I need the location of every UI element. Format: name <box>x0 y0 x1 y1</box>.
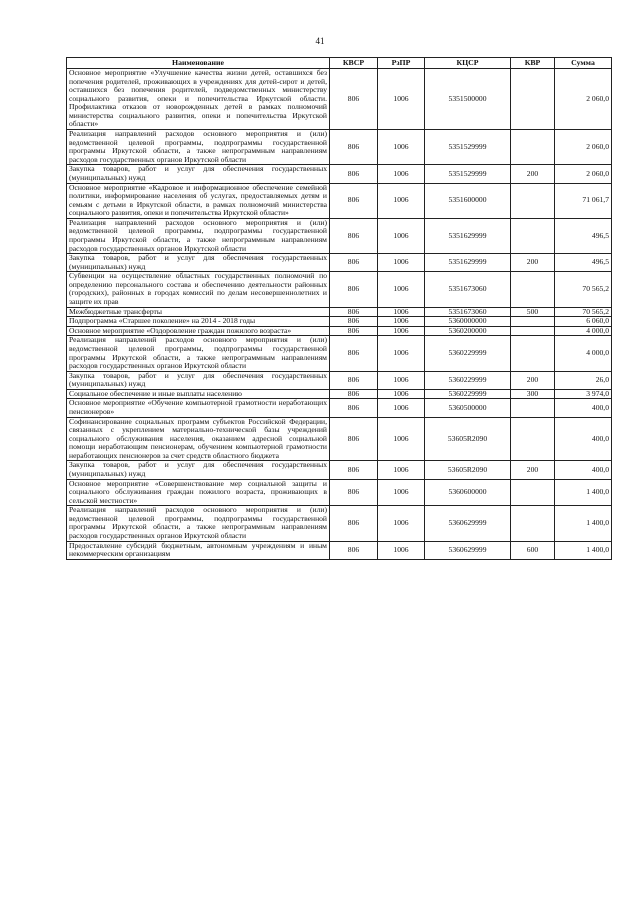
row-rzpr: 1006 <box>378 417 425 461</box>
row-kvr <box>511 317 555 327</box>
row-kvsr: 806 <box>330 254 378 272</box>
table-row <box>67 399 612 417</box>
row-kvr <box>511 417 555 461</box>
row-kvsr: 806 <box>330 69 378 130</box>
row-kvr <box>511 218 555 253</box>
row-kcsr: 53605R2090 <box>425 417 511 461</box>
table-row <box>67 461 612 479</box>
table-row <box>67 336 612 371</box>
row-kvsr: 806 <box>330 326 378 336</box>
row-sum: 4 000,0 <box>555 326 612 336</box>
row-kvr: 200 <box>511 165 555 183</box>
row-sum: 71 061,7 <box>555 183 612 218</box>
row-rzpr: 1006 <box>378 479 425 506</box>
row-sum: 1 400,0 <box>555 506 612 541</box>
row-kcsr: 5351529999 <box>425 165 511 183</box>
row-kvr <box>511 130 555 165</box>
row-name: Межбюджетные трансферты <box>67 307 330 317</box>
row-sum: 496,5 <box>555 254 612 272</box>
row-name: Социальное обеспечение и иные выплаты населению <box>67 389 330 399</box>
row-kvsr: 806 <box>330 461 378 479</box>
row-rzpr: 1006 <box>378 506 425 541</box>
table-row <box>67 130 612 165</box>
row-sum: 1 400,0 <box>555 479 612 506</box>
column-header-name: Наименование <box>67 58 330 69</box>
row-kvr <box>511 506 555 541</box>
row-sum: 2 060,0 <box>555 165 612 183</box>
row-kvsr: 806 <box>330 272 378 307</box>
row-sum: 3 974,0 <box>555 389 612 399</box>
row-rzpr: 1006 <box>378 371 425 389</box>
row-kcsr: 5351600000 <box>425 183 511 218</box>
table-row <box>67 479 612 506</box>
row-rzpr: 1006 <box>378 317 425 327</box>
row-rzpr: 1006 <box>378 272 425 307</box>
row-name: Реализация направлений расходов основного мероприятия и (или) ведомственной целевой программы, подпрограммы государственной программы Иркутской области, а также непрограммным направлениям расходов государственных органов Иркутской области <box>67 218 330 253</box>
table-row <box>67 165 612 183</box>
row-rzpr: 1006 <box>378 254 425 272</box>
row-sum: 1 400,0 <box>555 541 612 559</box>
row-sum: 2 060,0 <box>555 130 612 165</box>
row-name: Закупка товаров, работ и услуг для обеспечения государственных (муниципальных) нужд <box>67 165 330 183</box>
row-rzpr: 1006 <box>378 326 425 336</box>
row-kvr <box>511 326 555 336</box>
row-kvsr: 806 <box>330 218 378 253</box>
table-row <box>67 417 612 461</box>
row-kvr <box>511 69 555 130</box>
row-sum: 400,0 <box>555 461 612 479</box>
row-kvr <box>511 479 555 506</box>
row-kvsr: 806 <box>330 389 378 399</box>
row-sum: 6 060,0 <box>555 317 612 327</box>
row-name: Реализация направлений расходов основного мероприятия и (или) ведомственной целевой программы, подпрограммы государственной программы Иркутской области, а также непрограммным направлениям расходов государственных органов Иркутской области <box>67 336 330 371</box>
row-kcsr: 5351529999 <box>425 130 511 165</box>
row-name: Основное мероприятие «Кадровое и информационное обеспечение семейной политики, информирование населения об услугах, предоставляемых детям и семьям с детьми в Иркутской области, в рамках полномочий министерства социального развития, опеки и попечительства Иркутской области» <box>67 183 330 218</box>
row-sum: 400,0 <box>555 399 612 417</box>
row-name: Реализация направлений расходов основного мероприятия и (или) ведомственной целевой программы, подпрограммы государственной программы Иркутской области, а также непрограммным направлениям расходов государственных органов Иркутской области <box>67 506 330 541</box>
table-row <box>67 272 612 307</box>
column-header-kvr: КВР <box>511 58 555 69</box>
row-kvr: 200 <box>511 461 555 479</box>
row-name: Основное мероприятие «Обучение компьютерной грамотности неработающих пенсионеров» <box>67 399 330 417</box>
row-kvr <box>511 399 555 417</box>
row-kcsr: 5360229999 <box>425 371 511 389</box>
row-name: Основное мероприятие «Совершенствование мер социальной защиты и социального обслуживания граждан пожилого возраста, проживающих в сельской местности» <box>67 479 330 506</box>
row-sum: 2 060,0 <box>555 69 612 130</box>
row-kvr <box>511 272 555 307</box>
row-kcsr: 5360229999 <box>425 389 511 399</box>
row-name: Закупка товаров, работ и услуг для обеспечения государственных (муниципальных) нужд <box>67 371 330 389</box>
row-kvr: 300 <box>511 389 555 399</box>
row-rzpr: 1006 <box>378 218 425 253</box>
row-kcsr: 5360600000 <box>425 479 511 506</box>
row-sum: 70 565,2 <box>555 272 612 307</box>
row-rzpr: 1006 <box>378 389 425 399</box>
row-kcsr: 5360629999 <box>425 541 511 559</box>
page-number: 41 <box>315 36 325 46</box>
row-rzpr: 1006 <box>378 461 425 479</box>
row-kvr: 200 <box>511 254 555 272</box>
row-name: Основное мероприятие «Оздоровление граждан пожилого возраста» <box>67 326 330 336</box>
row-kcsr: 5360629999 <box>425 506 511 541</box>
row-kvsr: 806 <box>330 317 378 327</box>
table-header-row <box>67 58 612 69</box>
table-row <box>67 183 612 218</box>
row-kcsr: 5351500000 <box>425 69 511 130</box>
row-name: Основное мероприятие «Улучшение качества жизни детей, оставшихся без попечения родителей, проживающих в учреждениях для детей-сирот и детей, оставшихся без попечения родителей, подведомственных министерству социального развития, опеки и попечительства Иркутской области. Профилактика отказов от новорожденных детей в рамках полномочий министерства социального развития, опеки и попечительства Иркутской области» <box>67 69 330 130</box>
row-rzpr: 1006 <box>378 183 425 218</box>
row-rzpr: 1006 <box>378 69 425 130</box>
column-header-sum: Сумма <box>555 58 612 69</box>
row-kcsr: 5351673060 <box>425 272 511 307</box>
row-kvr: 500 <box>511 307 555 317</box>
row-rzpr: 1006 <box>378 130 425 165</box>
row-sum: 70 565,2 <box>555 307 612 317</box>
row-kvsr: 806 <box>330 417 378 461</box>
row-kvsr: 806 <box>330 307 378 317</box>
row-sum: 26,0 <box>555 371 612 389</box>
row-kcsr: 5351629999 <box>425 218 511 253</box>
table-row <box>67 371 612 389</box>
column-header-rzpr: РзПР <box>378 58 425 69</box>
table-row <box>67 69 612 130</box>
row-name: Софинансирование социальных программ субъектов Российской Федерации, связанных с укреплением материально-технической базы учреждений социального обслуживания населения, оказанием адресной социальной помощи неработающим пенсионерам, обучением компьютерной грамотности неработающих пенсионеров за счет средств областного бюджета <box>67 417 330 461</box>
row-kvr <box>511 336 555 371</box>
row-kvsr: 806 <box>330 165 378 183</box>
row-kcsr: 5351673060 <box>425 307 511 317</box>
row-kcsr: 5360500000 <box>425 399 511 417</box>
row-sum: 496,5 <box>555 218 612 253</box>
row-kvsr: 806 <box>330 130 378 165</box>
row-name: Субвенции на осуществление областных государственных полномочий по определению персонального состава и обеспечению деятельности районных (городских), районных в городах комиссий по делам несовершеннолетних и защите их прав <box>67 272 330 307</box>
row-kcsr: 5360000000 <box>425 317 511 327</box>
row-kvsr: 806 <box>330 336 378 371</box>
row-kcsr: 5351629999 <box>425 254 511 272</box>
row-name: Закупка товаров, работ и услуг для обеспечения государственных (муниципальных) нужд <box>67 461 330 479</box>
row-kvr: 600 <box>511 541 555 559</box>
row-kcsr: 5360229999 <box>425 336 511 371</box>
row-rzpr: 1006 <box>378 541 425 559</box>
table-row <box>67 506 612 541</box>
row-sum: 4 000,0 <box>555 336 612 371</box>
row-rzpr: 1006 <box>378 336 425 371</box>
row-kvr: 200 <box>511 371 555 389</box>
column-header-kcsr: КЦСР <box>425 58 511 69</box>
column-header-kvsr: КВСР <box>330 58 378 69</box>
table-row <box>67 317 612 327</box>
table-row <box>67 541 612 559</box>
budget-table <box>66 57 612 560</box>
table-row <box>67 218 612 253</box>
row-kcsr: 53605R2090 <box>425 461 511 479</box>
row-kvsr: 806 <box>330 479 378 506</box>
row-rzpr: 1006 <box>378 307 425 317</box>
row-rzpr: 1006 <box>378 165 425 183</box>
row-name: Реализация направлений расходов основного мероприятия и (или) ведомственной целевой программы, подпрограммы государственной программы Иркутской области, а также непрограммным направлениям расходов государственных органов Иркутской области <box>67 130 330 165</box>
row-kvsr: 806 <box>330 399 378 417</box>
row-rzpr: 1006 <box>378 399 425 417</box>
row-kvsr: 806 <box>330 183 378 218</box>
row-name: Подпрограмма «Старшее поколение» на 2014 - 2018 годы <box>67 317 330 327</box>
row-kvr <box>511 183 555 218</box>
row-kcsr: 5360200000 <box>425 326 511 336</box>
table-row <box>67 254 612 272</box>
row-kvsr: 806 <box>330 371 378 389</box>
row-name: Предоставление субсидий бюджетным, автономным учреждениям и иным некоммерческим организациям <box>67 541 330 559</box>
row-kvsr: 806 <box>330 541 378 559</box>
row-sum: 400,0 <box>555 417 612 461</box>
row-name: Закупка товаров, работ и услуг для обеспечения государственных (муниципальных) нужд <box>67 254 330 272</box>
row-kvsr: 806 <box>330 506 378 541</box>
